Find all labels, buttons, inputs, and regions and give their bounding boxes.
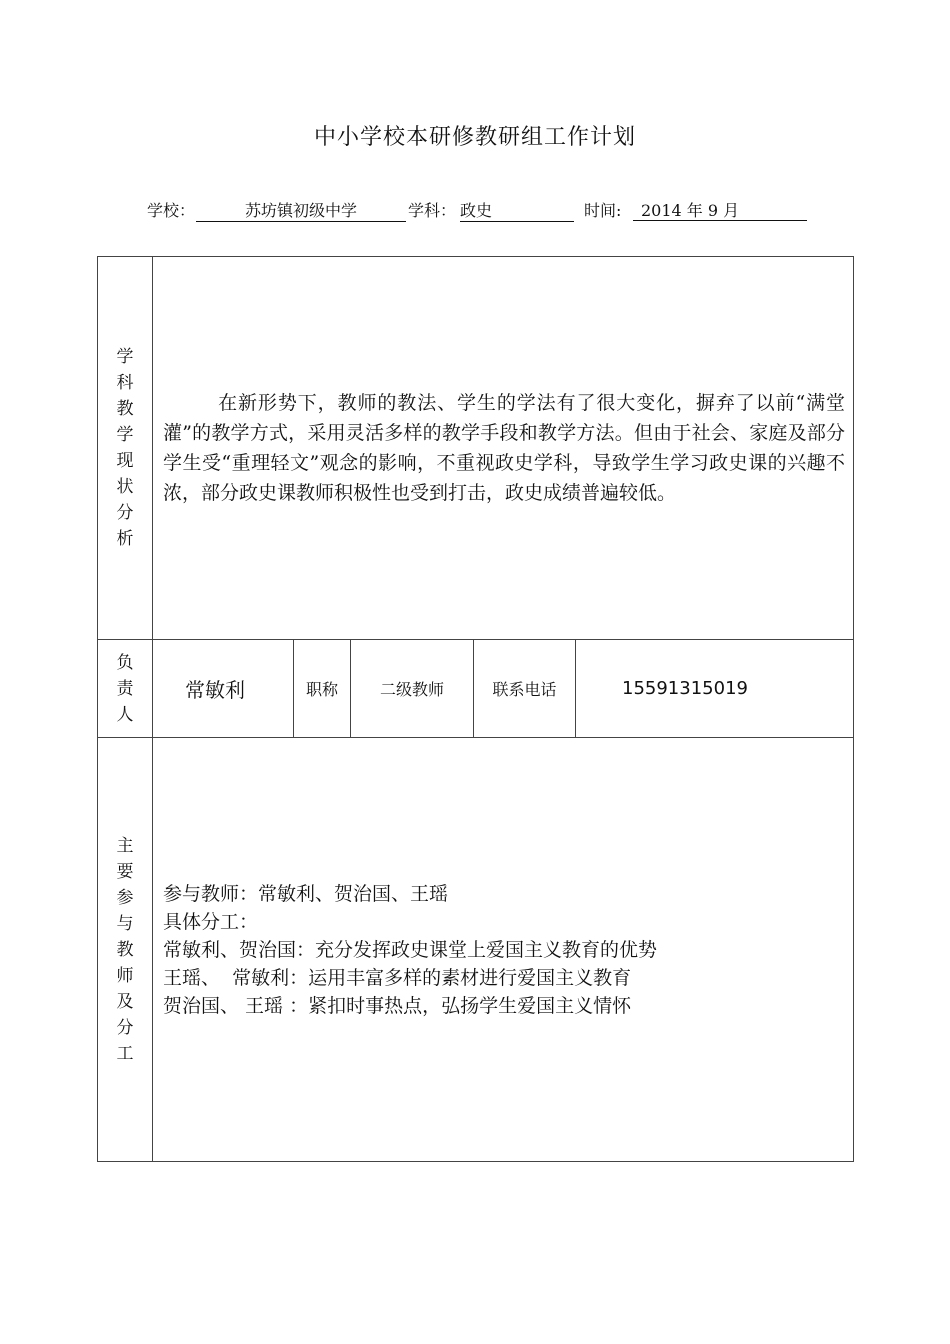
school-label: 学校： [147,201,196,220]
members-line: 参与教师：常敏利、贺治国、王瑶 [163,882,449,905]
leader-label-cell [98,640,153,738]
members-row [98,738,854,1162]
members-label-cell [98,738,153,1162]
members-line: 王瑶、 常敏利：运用丰富多样的素材进行爱国主义教育 [163,966,632,989]
phone-value: 15591315019 [576,640,854,738]
phone-label: 联系电话 [474,640,576,738]
members-line: 具体分工： [163,910,259,933]
status-label-cell [98,257,153,640]
work-plan-table [97,256,854,1162]
status-row [98,257,854,640]
document-title: 中小学校本研修教研组工作计划 [313,125,636,150]
status-analysis-text: 在新形势下，教师的教法、学生的学法有了很大变化，摒弃了以前“满堂灌”的教学方式，采用灵活多样的教学手段和教学方法。但由于社会、家庭及部分学生受“重理轻文”观念的影响，不重视政史学科，导致学生学习政史课的兴趣不浓，部分政史课教师积极性也受到打击，政史成绩普遍较低。 [163,392,846,504]
members-cell [153,738,854,1162]
school-value: 苏坊镇初级中学 [196,201,406,222]
time-value: 2014 年 9 月 [633,201,807,221]
header-info-line [147,201,847,225]
status-label: 学科教学现状分析 [116,347,134,549]
status-analysis-cell [153,257,854,640]
subject-value: 政史 [460,201,574,222]
members-line: 贺治国、 王瑶 ：紧扣时事热点，弘扬学生爱国主义情怀 [163,994,632,1017]
title-label: 职称 [294,640,351,738]
subject-label: 学科： [408,201,457,220]
title-value: 二级教师 [351,640,474,738]
members-line: 常敏利、贺治国：充分发挥政史课堂上爱国主义教育的优势 [163,938,658,961]
time-label: 时间: [584,201,622,220]
leader-name: 常敏利 [153,640,294,738]
members-label: 主要参与教师及分工 [116,835,134,1064]
leader-label: 负责人 [116,652,134,725]
leader-row [98,640,854,738]
